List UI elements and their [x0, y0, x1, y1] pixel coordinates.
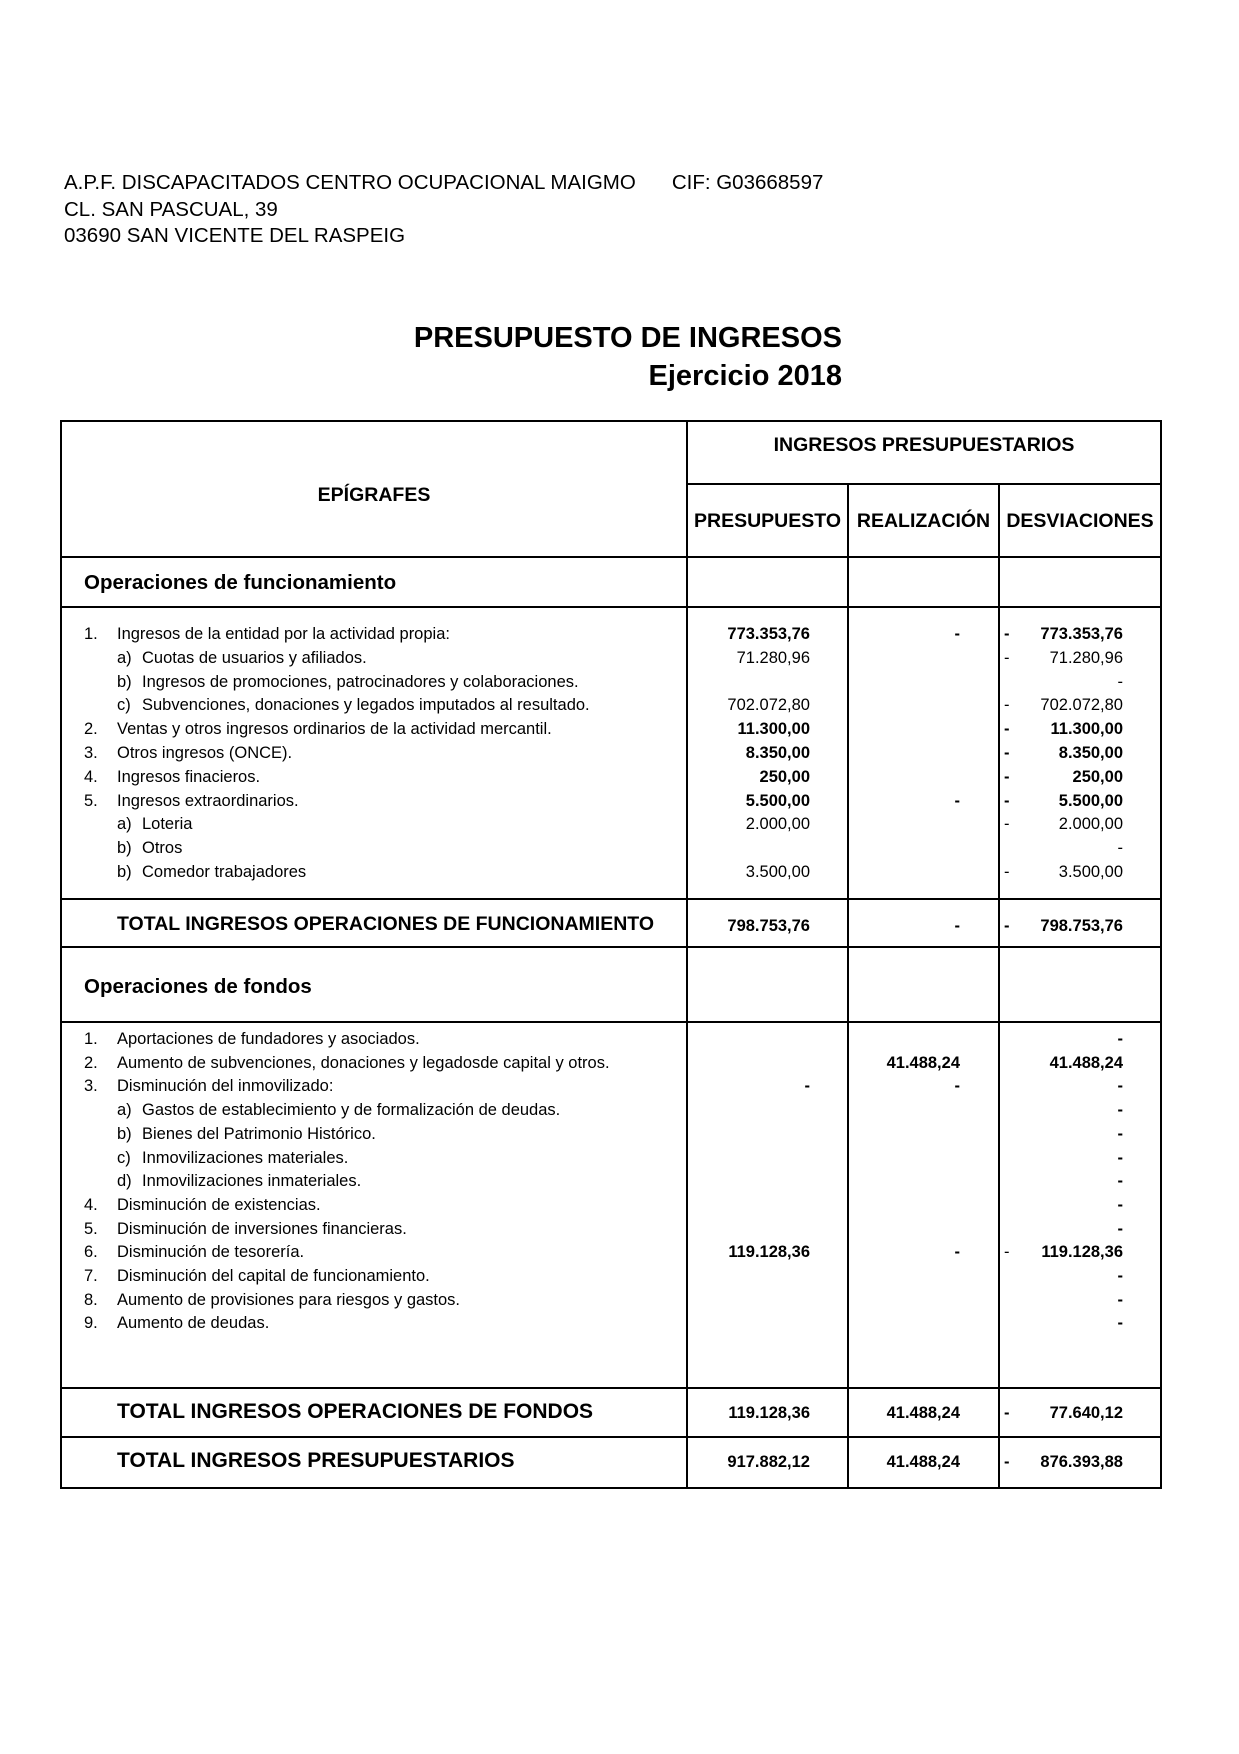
- row-label: Ventas y otros ingresos ordinarios de la actividad mercantil.: [117, 720, 552, 739]
- row-realizacion: -: [954, 791, 960, 810]
- row-desviacion-sign: -: [1004, 625, 1010, 643]
- table-row: [0, 1030, 1239, 1054]
- row-desviacion-sign: -: [1004, 1243, 1010, 1262]
- table-row: [0, 720, 1239, 744]
- row-number: 9.: [84, 1314, 98, 1333]
- row-number: 1.: [84, 1030, 98, 1048]
- row-desviacion: 11.300,00: [1050, 720, 1123, 739]
- total-presupuestarios-desviacion-sign: -: [1004, 1453, 1010, 1471]
- total-presupuestarios-realizacion: 41.488,24: [886, 1453, 960, 1471]
- table-row: [0, 768, 1239, 792]
- total-fondos-desviacion: 77.640,12: [1049, 1404, 1123, 1422]
- cif-number: CIF: G03668597: [671, 171, 824, 194]
- document-title: PRESUPUESTO DE INGRESOS: [413, 322, 842, 354]
- row-label: Aportaciones de fundadores y asociados.: [117, 1030, 420, 1048]
- row-label: Otros ingresos (ONCE).: [117, 744, 293, 762]
- row-number: a): [117, 815, 132, 834]
- row-desviacion: 119.128,36: [1041, 1243, 1123, 1262]
- organization-city: 03690 SAN VICENTE DEL RASPEIG: [64, 224, 406, 247]
- epigrafes-header: EPÍGRAFES: [317, 484, 431, 506]
- row-number: 8.: [84, 1290, 98, 1309]
- row-presupuesto: 71.280,96: [736, 648, 810, 667]
- row-label: Inmovilizaciones materiales.: [142, 1148, 349, 1167]
- row-presupuesto: 3.500,00: [745, 863, 810, 881]
- table-row: [0, 744, 1239, 768]
- row-presupuesto: -: [804, 1077, 810, 1096]
- table-row: [0, 839, 1239, 863]
- organization-header: [64, 170, 823, 250]
- row-presupuesto: 773.353,76: [727, 625, 810, 643]
- row-number: 4.: [84, 767, 98, 786]
- row-desviacion-sign: -: [1004, 720, 1010, 739]
- row-realizacion: -: [954, 625, 960, 643]
- row-realizacion: 41.488,24: [886, 1053, 960, 1072]
- row-number: 6.: [84, 1243, 98, 1262]
- row-label: Comedor trabajadores: [142, 863, 307, 881]
- table-row: [0, 863, 1239, 887]
- row-realizacion: -: [954, 1243, 960, 1262]
- row-desviacion: -: [1117, 1290, 1123, 1309]
- organization-address: CL. SAN PASCUAL, 39: [64, 197, 278, 221]
- row-desviacion: -: [1117, 1219, 1123, 1238]
- row-desviacion-sign: -: [1004, 744, 1010, 762]
- row-label: Aumento de deudas.: [117, 1314, 270, 1333]
- table-row: [0, 1314, 1239, 1338]
- row-label: Cuotas de usuarios y afiliados.: [142, 648, 367, 667]
- desviaciones-column-header: DESVIACIONES: [1006, 510, 1154, 532]
- total-presupuestarios-desviacion: 876.393,88: [1040, 1453, 1123, 1471]
- row-label: Gastos de establecimiento y de formalización de deudas.: [142, 1101, 561, 1120]
- row-desviacion: 702.072,80: [1040, 696, 1123, 715]
- row-desviacion-sign: -: [1004, 863, 1010, 881]
- document-subtitle: Ejercicio 2018: [648, 360, 842, 392]
- realizacion-column-header: REALIZACIÓN: [856, 510, 991, 532]
- table-row: [0, 649, 1239, 673]
- row-desviacion-sign: -: [1004, 815, 1010, 834]
- row-label: Disminución del capital de funcionamiento.: [117, 1267, 430, 1285]
- ingresos-presupuestarios-header: INGRESOS PRESUPUESTARIOS: [773, 434, 1075, 456]
- total-fondos-presupuesto: 119.128,36: [728, 1404, 810, 1422]
- table-row: [0, 1172, 1239, 1196]
- row-number: 5.: [84, 791, 98, 810]
- table-row: [0, 815, 1239, 839]
- row-number: 3.: [84, 1077, 98, 1096]
- section-funcionamiento: Operaciones de funcionamiento: [84, 571, 397, 594]
- row-label: Ingresos de la entidad por la actividad propia:: [117, 625, 450, 643]
- row-desviacion: -: [1117, 1101, 1123, 1120]
- row-number: b): [117, 1124, 132, 1143]
- row-label: Loteria: [142, 815, 193, 834]
- row-number: b): [117, 839, 132, 858]
- row-desviacion: -: [1117, 1267, 1123, 1285]
- row-presupuesto: 119.128,36: [728, 1243, 810, 1262]
- row-label: Disminución de tesorería.: [117, 1243, 305, 1262]
- row-number: 5.: [84, 1219, 98, 1238]
- row-number: 3.: [84, 744, 98, 762]
- row-label: Disminución de existencias.: [117, 1195, 321, 1214]
- table-row: [0, 1243, 1239, 1267]
- row-presupuesto: 2.000,00: [745, 815, 810, 834]
- row-desviacion-sign: -: [1004, 696, 1010, 715]
- row-number: a): [117, 648, 132, 667]
- row-label: Ingresos extraordinarios.: [117, 791, 299, 810]
- row-desviacion: -: [1117, 839, 1123, 858]
- table-row: [0, 625, 1239, 649]
- row-desviacion: -: [1117, 672, 1123, 691]
- presupuesto-column-header: PRESUPUESTO: [693, 510, 841, 532]
- total-fondos-label: TOTAL INGRESOS OPERACIONES DE FONDOS: [117, 1400, 594, 1423]
- table-row: [0, 1291, 1239, 1315]
- total-funcionamiento-desviacion-sign: -: [1004, 917, 1010, 935]
- table-row: [0, 1196, 1239, 1220]
- row-desviacion: -: [1117, 1077, 1123, 1096]
- row-presupuesto: 250,00: [759, 767, 810, 786]
- row-desviacion: 71.280,96: [1049, 648, 1123, 667]
- total-funcionamiento-label: TOTAL INGRESOS OPERACIONES DE FUNCIONAMIENTO: [117, 913, 655, 935]
- row-desviacion: 773.353,76: [1040, 625, 1123, 643]
- row-label: Aumento de subvenciones, donaciones y legadosde capital y otros.: [117, 1053, 610, 1072]
- row-desviacion: 5.500,00: [1058, 791, 1123, 810]
- table-row: [0, 696, 1239, 720]
- row-desviacion-sign: -: [1004, 648, 1010, 667]
- row-number: 4.: [84, 1195, 98, 1214]
- row-number: c): [117, 1148, 131, 1167]
- total-fondos-row: [0, 1404, 1239, 1432]
- total-funcionamiento-row: [0, 917, 1239, 945]
- row-presupuesto: 8.350,00: [745, 744, 810, 762]
- total-fondos-desviacion-sign: -: [1004, 1404, 1010, 1422]
- row-label: Ingresos de promociones, patrocinadores y colaboraciones.: [142, 672, 579, 691]
- row-number: 1.: [84, 625, 98, 643]
- section-fondos: Operaciones de fondos: [84, 975, 312, 998]
- row-label: Subvenciones, donaciones y legados imputados al resultado.: [142, 696, 590, 715]
- row-label: Ingresos finacieros.: [117, 767, 261, 786]
- row-presupuesto: 5.500,00: [745, 791, 810, 810]
- total-funcionamiento-presupuesto: 798.753,76: [727, 917, 810, 935]
- row-desviacion: -: [1117, 1030, 1123, 1048]
- row-number: d): [117, 1172, 132, 1191]
- table-row: [0, 1267, 1239, 1291]
- row-desviacion-sign: -: [1004, 791, 1010, 810]
- row-label: Disminución del inmovilizado:: [117, 1077, 334, 1096]
- total-presupuestarios-presupuesto: 917.882,12: [727, 1453, 810, 1471]
- row-label: Otros: [142, 839, 183, 858]
- row-label: Inmovilizaciones inmateriales.: [142, 1172, 362, 1191]
- table-row: [0, 792, 1239, 816]
- row-number: 2.: [84, 1053, 98, 1072]
- row-desviacion: 250,00: [1072, 767, 1123, 786]
- organization-name: A.P.F. DISCAPACITADOS CENTRO OCUPACIONAL MAIGMO: [64, 171, 636, 194]
- row-realizacion: -: [954, 1077, 960, 1096]
- table-row: [0, 1149, 1239, 1173]
- table-row: [0, 1054, 1239, 1078]
- total-fondos-realizacion: 41.488,24: [886, 1404, 960, 1422]
- row-number: 2.: [84, 720, 98, 739]
- table-row: [0, 1101, 1239, 1125]
- total-funcionamiento-desviacion: 798.753,76: [1040, 917, 1123, 935]
- total-presupuestarios-row: [0, 1453, 1239, 1481]
- row-number: a): [117, 1101, 132, 1120]
- row-desviacion: 2.000,00: [1058, 815, 1123, 834]
- row-presupuesto: 702.072,80: [727, 696, 810, 715]
- row-desviacion: -: [1117, 1172, 1123, 1191]
- row-desviacion: 8.350,00: [1058, 744, 1123, 762]
- table-row: [0, 1125, 1239, 1149]
- table-row: [0, 1220, 1239, 1244]
- row-presupuesto: 11.300,00: [737, 720, 810, 739]
- table-row: [0, 1077, 1239, 1101]
- row-label: Bienes del Patrimonio Histórico.: [142, 1124, 376, 1143]
- total-presupuestarios-label: TOTAL INGRESOS PRESUPUESTARIOS: [117, 1449, 515, 1472]
- row-label: Aumento de provisiones para riesgos y gastos.: [117, 1290, 461, 1309]
- row-number: b): [117, 672, 132, 691]
- row-number: b): [117, 863, 132, 881]
- row-desviacion-sign: -: [1004, 767, 1010, 786]
- row-number: 7.: [84, 1267, 98, 1285]
- row-desviacion: 3.500,00: [1058, 863, 1123, 881]
- row-desviacion: -: [1117, 1124, 1123, 1143]
- row-desviacion: 41.488,24: [1049, 1053, 1123, 1072]
- table-row: [0, 673, 1239, 697]
- row-desviacion: -: [1117, 1314, 1123, 1333]
- row-desviacion: -: [1117, 1148, 1123, 1167]
- total-funcionamiento-realizacion: -: [954, 917, 960, 935]
- row-desviacion: -: [1117, 1195, 1123, 1214]
- row-label: Disminución de inversiones financieras.: [117, 1219, 407, 1238]
- row-number: c): [117, 696, 131, 715]
